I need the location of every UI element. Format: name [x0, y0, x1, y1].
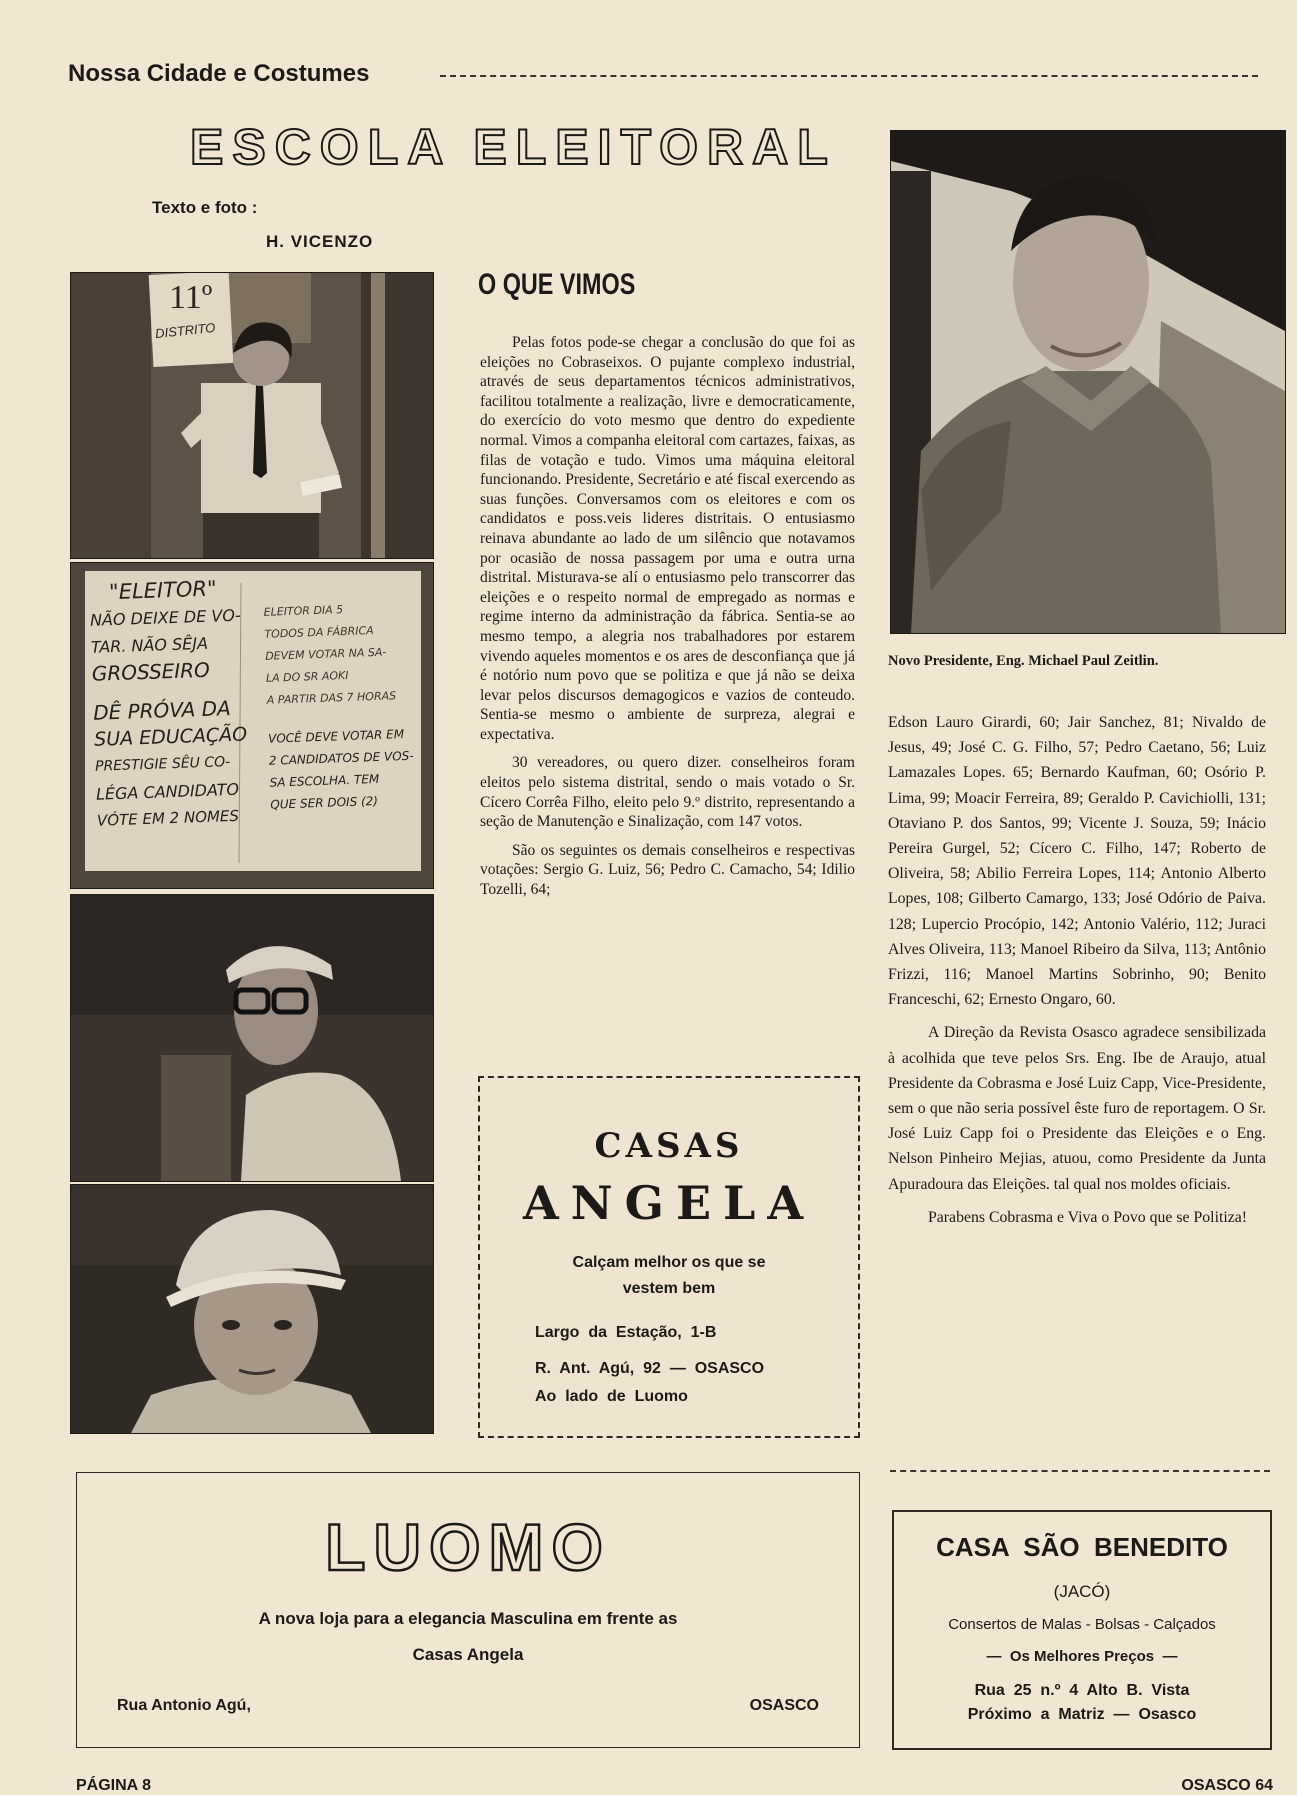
poster-right-text [263, 596, 430, 815]
poster-right-line: TODOS DA FÁBRICA [264, 624, 374, 641]
credit-label: Texto e foto : [152, 198, 258, 217]
section-heading: O QUE VIMOS [478, 268, 636, 301]
article-paragraph: Pelas fotos pode-se chegar a conclusão do que foi as eleições no Cobraseixos. O pujante complexo industrial, através de seus departamentos técnicos administrativos, facilitou totalmente a realização, livre e democraticamente, do exercício do voto mesmo que dentro do expediente normal. Vimos a companha eleitoral com cartazes, faixas, as filas de votação e tudo. Vimos uma máquina eleitoral funcionando. Presidente, Secretário e até fiscal exercendo as suas funções. Conversamos com os eleitores e com os candidatos e poss.veis lideres distritais. O entusiasmo reinava abundante ao lado de um silêncio que notavamos por ocasião de nossa passagem por uma e outra urna distrital. Misturava-se alí o entusiasmo pelo transcorrer das eleições e o respeito normal de empregado as normas e regime interno da administração da fábrica. Sentia-se ao mesmo tempo, a alegria nos trabalhadores por estarem vivendo aqueles momentos e os ares de desconfiança que já é notório num povo que se politiza e que já não se deixa levar pelos discursos demagogicos e vazios de conteudo. Sentia-se mesmo o ambiente de surpreza, alegrai e expectativa. [480, 334, 855, 743]
poster-left-text [89, 574, 258, 834]
district-sign-number: 11º [169, 279, 213, 316]
ad-luomo-name: LUOMO [325, 1510, 611, 1584]
article-paragraph: A Direção da Revista Osasco agradece sensibilizada à acolhida que teve pelos Srs. Eng. Ibe de Araujo, atual Presidente da Cobrasma e José Luiz Capp, Vice-Presidente, sem o que não seria possível êste furo de reportagem. O Sr. José Luiz Capp foi o Presidente das Eleições e o Eng. Nelson Pinheiro Mejias, atuou, como Presidente da Junta Apuradoura das Eleições. tal qual nos moldes oficiais. [888, 1024, 1266, 1193]
ad-luomo-address: Rua Antonio Agú, [117, 1697, 251, 1714]
poster-right-line: LA DO SR AOKI [265, 668, 349, 685]
article-body-right [888, 710, 1266, 1238]
photo-voter-booth [70, 272, 434, 559]
ad-luomo-tagline: Casas Angela [412, 1645, 524, 1664]
ad-casas-angela-line2: ANGELA [522, 1176, 816, 1230]
ad-sao-benedito-name: CASA SÃO BENEDITO [936, 1532, 1228, 1562]
ad-sao-benedito-address: Rua 25 n.º 4 Alto B. Vista [974, 1682, 1190, 1699]
ad-sao-benedito-sub: (JACÓ) [1053, 1582, 1111, 1601]
photo-worker-glasses [70, 894, 434, 1182]
poster-right-line: ELEITOR DIA 5 [263, 603, 344, 619]
ad-casas-angela [478, 1076, 860, 1438]
poster-right-line: QUE SER DOIS (2) [270, 793, 379, 812]
poster-left-line: "ELEITOR" [108, 576, 218, 605]
poster-right-line: SA ESCOLHA. TEM [269, 771, 380, 790]
page-number: PÁGINA 8 [76, 1777, 151, 1794]
section-divider [440, 75, 1258, 77]
photo-new-president [890, 130, 1286, 634]
article-paragraph: 30 vereadores, ou quero dizer. conselheiros foram eleitos pelo sistema distrital, sendo o mais votado o Sr. Cícero Corrêa Filho, eleito pelo 9.º distrito, representando a seção de Manutenção e Sinalização, com 147 votos. [480, 754, 855, 831]
poster-left-line: NÃO DEIXE DE VO- [89, 605, 241, 630]
ad-casas-angela-slogan: vestem bem [622, 1280, 716, 1297]
right-divider [890, 1470, 1270, 1472]
ad-casas-angela-slogan: Calçam melhor os que se [572, 1254, 766, 1271]
article-body [480, 333, 855, 909]
poster-right-line: VOCÊ DEVE VOTAR EM [267, 727, 405, 746]
ad-sao-benedito-services: Consertos de Malas - Bolsas - Calçados [948, 1616, 1216, 1633]
poster-left-line: DÊ PRÓVA DA [92, 695, 232, 725]
poster-left-line: VÓTE EM 2 NOMES [96, 806, 240, 830]
ad-casas-angela-address: R. Ant. Agú, 92 — OSASCO [535, 1360, 765, 1377]
ad-casas-angela-line1: CASAS [594, 1126, 744, 1166]
poster-right-line: DEVEM VOTAR NA SA- [264, 645, 387, 663]
poster-left-line: PRESTIGIE SÊU CO- [94, 754, 231, 775]
author-name: H. VICENZO [266, 232, 374, 251]
ad-sao-benedito-address: Próximo a Matriz — Osasco [967, 1706, 1197, 1723]
poster-right-line: A PARTIR DAS 7 HORAS [266, 689, 397, 707]
article-paragraph: Edson Lauro Girardi, 60; Jair Sanchez, 81; Nivaldo de Jesus, 49; José C. G. Filho, 57; Pedro Caetano, 56; Luiz Lamazales Lopes. 65; Bernardo Kaufman, 60; Osório P. Lima, 99; Moacir Ferreira, 89; Geraldo P. Cavichiolli, 131; Otaviano P. dos Santos, 99; Vicente J. Souza, 59; Inácio Pereira Gurgel, 52; Cícero C. Filho, 147; Roberto de Oliveira, 58; Abilio Ferreira Lopes, 114; Antonio Alberto Lopes, 108; Gilberto Camargo, 133; José Odório de Paiva. 128; Lupercio Procópio, 142; Antonio Valério, 112; Juraci Alves Oliveira, 113; Manoel Ribeiro da Silva, 113; Antônio Frizzi, 116; Manoel Martins Sobrinho, 90; Benito Franceschi, 62; Ernesto Ongaro, 60. [888, 714, 1266, 1009]
ad-luomo-city: OSASCO [749, 1697, 819, 1714]
ad-sao-benedito-prices: — Os Melhores Preços — [986, 1648, 1178, 1665]
poster-left-line: LÉGA CANDIDATO [95, 779, 240, 804]
poster-left-line: TAR. NÃO SÊJA [90, 633, 209, 657]
article-title: ESCOLA ELEITORAL [190, 119, 837, 175]
poster-left-line: SUA EDUCAÇÃO [93, 723, 248, 751]
ad-luomo-tagline: A nova loja para a elegancia Masculina em frente as [258, 1609, 678, 1628]
poster-right-line: 2 CANDIDATOS DE VOS- [268, 748, 414, 768]
photo-election-poster [70, 562, 434, 889]
district-sign-label: DISTRITO [154, 319, 217, 342]
ad-luomo [76, 1472, 860, 1748]
magazine-issue: OSASCO 64 [1181, 1777, 1273, 1794]
ad-casas-angela-address: Ao lado de Luomo [535, 1388, 688, 1405]
article-paragraph: Parabens Cobrasma e Viva o Povo que se Politiza! [928, 1208, 1248, 1226]
article-paragraph: São os seguintes os demais conselheiros e respectivas votações: Sergio G. Luiz, 56; Pedro C. Camacho, 54; Idilio Tozelli, 64; [480, 841, 855, 899]
ad-casas-angela-address: Largo da Estação, 1-B [535, 1324, 717, 1341]
photo-worker-helmet [70, 1184, 434, 1434]
section-title: Nossa Cidade e Costumes [68, 60, 370, 87]
photo-caption: Novo Presidente, Eng. Michael Paul Zeitlin. [888, 653, 1159, 669]
poster-left-line: GROSSEIRO [91, 657, 211, 686]
ad-casa-sao-benedito [892, 1510, 1272, 1750]
